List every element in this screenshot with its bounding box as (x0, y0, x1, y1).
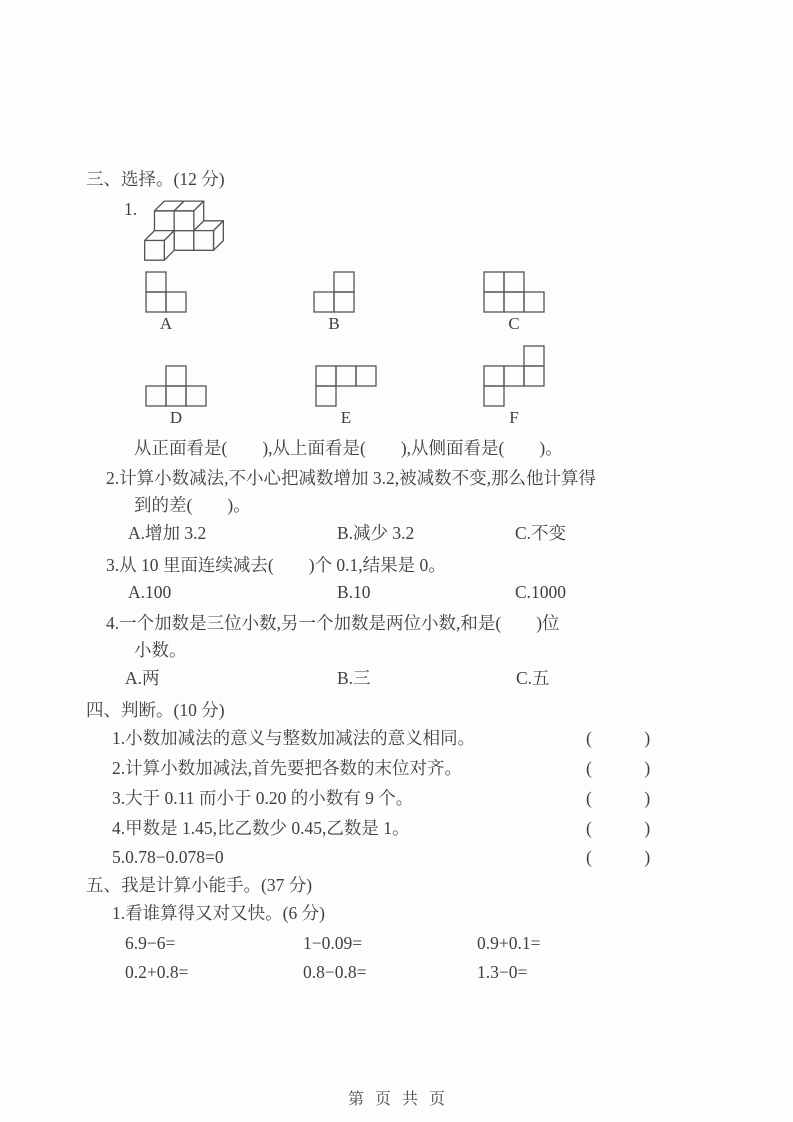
calc-expression-6: 1.3−0= (477, 962, 528, 982)
option-c-label: C (508, 314, 520, 333)
q2-line2: 到的差( )。 (134, 495, 251, 515)
q4-line1: 4.一个加数是三位小数,另一个加数是两位小数,和是( )位 (106, 613, 560, 633)
page-footer: 第 页 共 页 (347, 1091, 445, 1108)
calc-expression-5: 0.8−0.8= (303, 962, 367, 982)
judge-item-3-text: 3.大于 0.11 而小于 0.20 的小数有 9 个。 (112, 788, 414, 808)
option-d (145, 365, 207, 428)
option-f-shape (483, 345, 545, 407)
option-e-label: E (340, 408, 352, 427)
option-d-shape (145, 365, 207, 407)
judge-item-5-text: 5.0.78−0.078=0 (112, 847, 224, 867)
judge-item-5-blank: ( ) (586, 847, 651, 867)
judge-item-1-text: 1.小数加减法的意义与整数加减法的意义相同。 (112, 728, 476, 748)
option-a-label: A (159, 314, 173, 333)
option-a (145, 271, 187, 334)
q4-line2: 小数。 (134, 640, 187, 660)
judge-item-2-blank: ( ) (586, 758, 651, 778)
q2-line1: 2.计算小数减法,不小心把减数增加 3.2,被减数不变,那么他计算得 (106, 468, 596, 488)
option-e-shape (315, 365, 377, 407)
option-c (483, 271, 545, 334)
judge-item-2-text: 2.计算小数加减法,首先要把各数的末位对齐。 (112, 758, 462, 778)
q3-option-c: C.1000 (515, 582, 567, 602)
option-f (483, 345, 545, 428)
option-a-shape (145, 271, 187, 313)
judge-item-4-text: 4.甲数是 1.45,比乙数少 0.45,乙数是 1。 (112, 818, 410, 838)
q2-option-c: C.不变 (515, 523, 567, 543)
q4-option-a: A.两 (125, 668, 160, 688)
section-five-title: 五、我是计算小能手。(37 分) (86, 875, 313, 895)
calc-expression-1: 6.9−6= (125, 933, 176, 953)
option-b (313, 271, 355, 334)
q2-option-a: A.增加 3.2 (128, 523, 207, 543)
section-three-title: 三、选择。(12 分) (86, 169, 225, 189)
calc-expression-3: 0.9+0.1= (477, 933, 541, 953)
calc-expression-4: 0.2+0.8= (125, 962, 189, 982)
q2-option-b: B.减少 3.2 (337, 523, 415, 543)
judge-item-1-blank: ( ) (586, 728, 651, 748)
q1-number: 1. (124, 199, 138, 219)
q3-option-b: B.10 (337, 582, 371, 602)
q3-line1: 3.从 10 里面连续减去( )个 0.1,结果是 0。 (106, 555, 446, 575)
option-b-shape (313, 271, 355, 313)
cube-assembly-figure (143, 196, 225, 267)
section-four-title: 四、判断。(10 分) (86, 700, 225, 720)
q3-option-a: A.100 (128, 582, 172, 602)
q1-views-line: 从正面看是( ),从上面看是( ),从侧面看是( )。 (134, 438, 563, 458)
q4-option-c: C.五 (516, 668, 550, 688)
calc-expression-2: 1−0.09= (303, 933, 363, 953)
option-c-shape (483, 271, 545, 313)
q4-option-b: B.三 (337, 668, 371, 688)
judge-item-4-blank: ( ) (586, 818, 651, 838)
option-b-label: B (328, 314, 340, 333)
option-d-label: D (169, 408, 183, 427)
judge-item-3-blank: ( ) (586, 788, 651, 808)
option-f-label: F (509, 408, 519, 427)
option-e (315, 365, 377, 428)
five-sub1-title: 1.看谁算得又对又快。(6 分) (112, 903, 325, 923)
